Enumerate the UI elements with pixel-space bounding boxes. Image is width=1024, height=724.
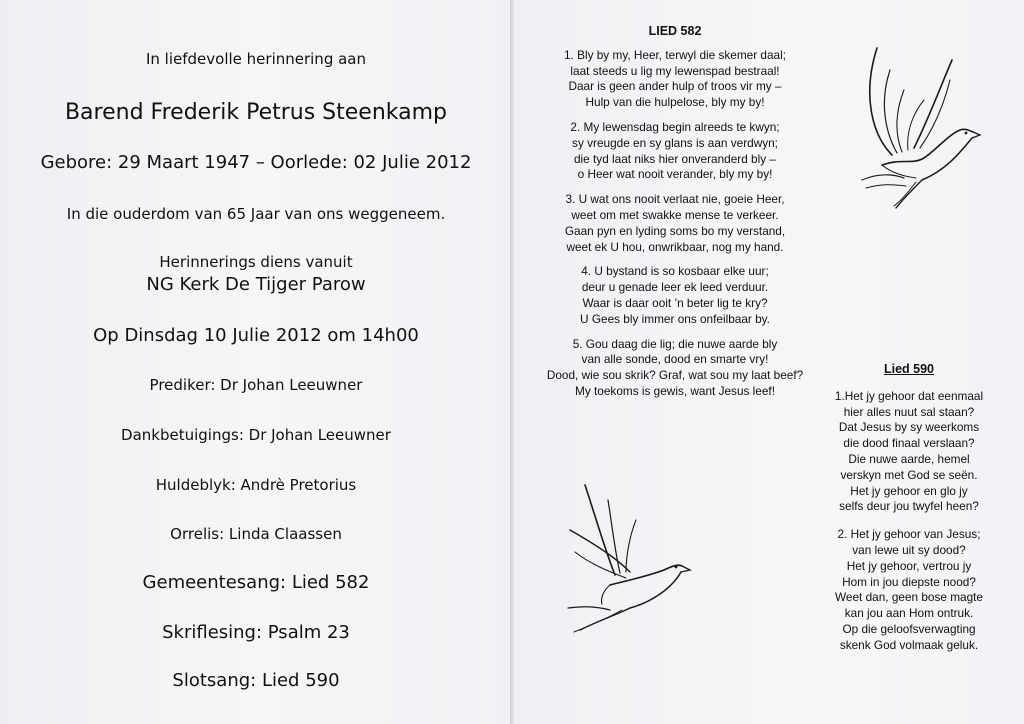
service-datetime: Op Dinsdag 10 Julie 2012 om 14h00 (93, 325, 419, 346)
hymn-582-verse-1: 1. Bly by my, Heer, terwyl die skemer daal; laat steeds u lig my lewenspad bestraal! Daar is geen ander hulp of troos vir my – Hulp van die hulpelose, bly my by! (563, 47, 787, 110)
hymn-582-verse-5: 5. Gou daag die lig; die nuwe aarde bly van alle sonde, dood en smarte vry! Dood, wie sou skrik? Graf, wat sou my laat beef? My toekoms is gewis, want Jesus leef! (546, 336, 804, 398)
closing-song: Slotsang: Lied 590 (172, 670, 340, 691)
tribute: Huldeblyk: Andrè Pretorius (155, 476, 357, 494)
dove-icon (852, 40, 982, 215)
hymn-590-verse-2: 2. Het jy gehoor van Jesus; van lewe uit sy dood? Het jy gehoor, vertrou jy Hom in jou diepste nood? Weet dan, geen bose magte kan jou aan Hom ontruk. Op die geloofsverwagting skenk God volmaak geluk. (834, 527, 983, 652)
hymn-590 (820, 362, 998, 663)
hymn-582-verse-3: 3. U wat ons nooit verlaat nie, goeie Heer, weet om met swakke mense te verkeer. Gaan pyn en lyding soms bo my verstand, weet ek U hou, onwrikbaar, nog my hand. (564, 192, 786, 254)
preacher: Prediker: Dr Johan Leeuwner (149, 376, 363, 394)
hymn-590-title: Lied 590 (883, 362, 935, 376)
congregation-song: Gemeentesang: Lied 582 (142, 572, 370, 593)
organist: Orrelis: Linda Claassen (170, 525, 342, 543)
church-name: NG Kerk De Tijger Parow (146, 274, 366, 295)
age-line: In die ouderdom van 65 Jaar van ons weggeneem. (66, 205, 446, 223)
acknowledgements: Dankbetuigings: Dr Johan Leeuwner (121, 426, 391, 444)
deceased-name: Barend Frederik Petrus Steenkamp (64, 100, 448, 125)
service-intro: Herinnerings diens vanuit (159, 253, 353, 271)
birth-death-dates: Gebore: 29 Maart 1947 – Oorlede: 02 Julie 2012 (40, 152, 472, 173)
dove-icon (560, 480, 700, 640)
hymn-582 (535, 24, 815, 409)
hymn-582-title: LIED 582 (648, 24, 702, 38)
scripture-reading: Skriflesing: Psalm 23 (162, 622, 350, 643)
hymn-582-verse-4: 4. U bystand is so kosbaar elke uur; deur u genade leer ek leed verduur. Waar is daar ooit ’n beter lig te kry? U Gees bly immer ons onfeilbaar by. (580, 264, 770, 326)
hymn-582-verse-2: 2. My lewensdag begin alreeds te kwyn; sy vreugde en sy glans is aan verdwyn; die tyd laat niks hier onveranderd bly – o Heer wat nooit verander, bly my by! (570, 119, 780, 182)
hymn-590-verse-1: 1.Het jy gehoor dat eenmaal hier alles nuut sal staan? Dat Jesus by sy weerkoms die dood finaal verslaan? Die nuwe aarde, hemel verskyn met God se seën. Het jy gehoor en glo jy selfs deur jou twyfel heen? (834, 388, 984, 514)
memorial-intro: In liefdevolle herinnering aan (145, 50, 366, 68)
